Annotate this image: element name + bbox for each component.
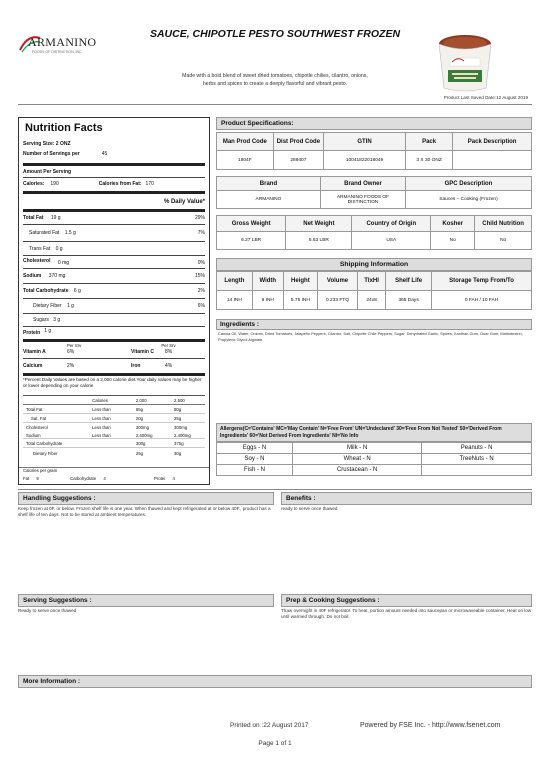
handling-text: Keep frozen at 0F. or below. Frozen shelf life is one year. When thawed and kept refrigerated at or below 40F., product has a shelf life of ten days. Not to be stored at ambient temperatures. xyxy=(18,506,271,518)
logo-wordmark: ARMANINO xyxy=(28,35,97,49)
section-header: Serving Suggestions : xyxy=(18,594,274,607)
product-image xyxy=(436,32,494,94)
calcium-value: 2% xyxy=(67,363,75,369)
section-header: Product Specifications: xyxy=(216,117,532,130)
spec-table-brand: Brand Brand Owner GPC Description ARMANINO ARMANINO FOODS OF DISTINCTION Sauces – Cooking (Frozen) xyxy=(216,176,532,209)
calories-label: Calories: xyxy=(23,181,45,187)
nutrient-dv: 2% xyxy=(197,288,205,294)
section-header: Prep & Cooking Suggestions : xyxy=(281,594,532,607)
last-saved-date: Product Last Saved Date:12 August 2019 xyxy=(443,95,528,100)
calcium-label: Calcium xyxy=(23,363,43,369)
powered-by-link[interactable]: Powered by FSE Inc. - http://www.fsenet.com xyxy=(360,722,501,729)
product-description xyxy=(130,72,420,88)
nutrient-amount: 0 mg xyxy=(57,260,70,266)
table-row: Dietary Fiber 25g 30g xyxy=(33,451,182,456)
nutrient-amount: 6 g xyxy=(73,288,81,294)
nutrient-amount: 0 g xyxy=(55,246,63,252)
servings-label: Number of Servings per xyxy=(23,151,80,157)
daily-value-footnote: *Percent Daily Values are based on a 2,000 calorie diet.Your daily values may be higher or lower depending on your calorie xyxy=(23,377,202,388)
nutrient-amount: 1 g xyxy=(67,303,74,309)
nutrient-label: Trans Fat xyxy=(29,246,51,252)
shipping-title: Shipping Information xyxy=(216,258,532,271)
calories-fat-label: Calories from Fat: xyxy=(98,181,142,187)
nutrient-dv: 7% xyxy=(197,230,205,236)
nutrient-label: Total Fat xyxy=(23,215,44,221)
nutrient-label: Sodium xyxy=(23,273,42,279)
servings-value: 45 xyxy=(101,151,108,157)
serving-text: Ready to serve once thawed xyxy=(18,608,77,613)
prep-section xyxy=(281,594,532,621)
table-header: 2,000 xyxy=(135,398,147,403)
table-row: Cholesterol Less than 300mg 300mg xyxy=(26,425,188,430)
section-header: Handling Suggestions : xyxy=(18,492,274,505)
nutrient-label: Saturated Fat xyxy=(29,230,60,236)
handling-section xyxy=(18,492,274,519)
nutrient-dv: 29% xyxy=(194,215,205,221)
divider xyxy=(23,209,205,212)
allergens-section xyxy=(216,423,532,476)
nutrient-label: Cholesterol xyxy=(23,258,51,264)
vitamin-c-value: 8% xyxy=(165,349,173,355)
spec-table-weights: Gross Weight Net Weight Country of Origin Kosher Child Nutrition 6.27 LBR 5.63 LBR USA No No xyxy=(216,215,532,250)
calories-fat-value: 170 xyxy=(145,181,154,187)
nutrient-amount: 1.5 g xyxy=(64,230,76,236)
nutrient-amount: 370 mg xyxy=(48,273,66,279)
nutrient-amount: 3 g xyxy=(53,317,61,323)
iron-value: 4% xyxy=(165,363,173,369)
nutrient-dv: 15% xyxy=(194,273,205,279)
page-number: Page 1 of 1 xyxy=(258,740,292,747)
divider xyxy=(23,191,205,194)
benefits-text: ready to serve once thawed xyxy=(281,506,338,511)
nutrition-facts-panel xyxy=(18,117,210,485)
printed-date: Printed on :22 August 2017 xyxy=(230,722,309,729)
vitamin-c-label: Vitamin C xyxy=(131,349,154,355)
page-title: SAUCE, CHIPOTLE PESTO SOUTHWEST FROZEN xyxy=(149,28,401,40)
nutrient-dv: 6% xyxy=(197,303,205,309)
prep-text: Thaw overnight in 40F refrigerator. To heat, portion amount needed into saucepan or microwaveable container. Heat on low until warmed through. Do not boil. xyxy=(281,608,532,620)
shipping-table: Length Width Height Volume TIxHI Shelf Life Storage Temp From/To 14 INH 9 INH 5.75 INH 0.233 FTQ 24x8 365 Days 0 FAH / 10 FAH xyxy=(216,271,532,310)
calories-per-gram: Calories per gram xyxy=(23,468,58,473)
divider xyxy=(23,177,205,178)
vitamin-a-label: Vitamin A xyxy=(23,349,46,355)
spec-table-codes: Man Prod Code Dist Prod Code GTIN Pack Pack Description 1804F 289407 10041822018049 3 X 30 ONZ xyxy=(216,132,532,170)
pesto-tub-icon xyxy=(436,32,494,94)
table-header: 2,500 xyxy=(174,398,185,403)
divider xyxy=(18,104,532,105)
more-info-section xyxy=(18,675,532,688)
table-row: Total Fat Less than 65g 80g xyxy=(23,405,205,414)
amount-per-serving: Amount Per Serving xyxy=(23,169,72,175)
logo-tagline: FOODS OF DISTINCTION, INC. xyxy=(32,50,83,54)
nutrient-label: Dietary Fiber xyxy=(33,303,62,309)
allergens-table: Eggs - N Milk - N Peanuts - N Soy - N Wheat - N TreeNuts - N Fish - N Crustacean - N xyxy=(216,442,532,476)
nutrient-amount: 19 g xyxy=(50,215,61,221)
section-header: Ingredients : xyxy=(216,319,532,330)
nutrient-label: Total Carbohydrate xyxy=(23,288,69,294)
calories-per-gram-values: Fat 9 Carbohydrate 4 Protei 4 xyxy=(23,476,175,481)
product-specifications xyxy=(216,117,532,310)
section-header: More Information : xyxy=(18,675,532,688)
table-row: Sat. Fat Less than 20g 25g xyxy=(23,414,205,423)
iron-label: Iron xyxy=(131,363,141,369)
serving-section xyxy=(18,594,274,615)
table-row: Total Carbohydrate 300g 375g xyxy=(23,439,205,448)
serving-size: Serving Size: 2 ONZ xyxy=(23,141,71,147)
table-header: Calories xyxy=(92,398,108,403)
benefits-section xyxy=(281,492,532,513)
ingredients-text: Canola Oil, Water, Onions, Dried Tomatoes, Jalapeño Peppers, Cilantro, Salt, Chipotle Chile Peppers, Sugar, Dehydrated Garlic, Spices, Xanthan Gum, Guar Gum, Maltodextrin, Propylene Glycol Alginate. xyxy=(218,331,523,342)
nutrition-title: Nutrition Facts xyxy=(25,122,103,134)
table-row: Sodium Less than 2,400mg 2,400mg xyxy=(23,432,205,439)
daily-value-table xyxy=(23,397,205,459)
vitamin-a-value: 6% xyxy=(67,349,75,355)
calories-value: 190 xyxy=(50,181,59,187)
nutrient-amount: 1 g xyxy=(44,328,52,334)
ingredients-section xyxy=(216,319,532,343)
divider xyxy=(23,163,205,166)
nutrient-dv: 0% xyxy=(197,260,205,266)
per-serving-label: Per Srv xyxy=(161,343,176,348)
daily-value-header: % Daily Value* xyxy=(163,199,205,205)
section-header: Benefits : xyxy=(281,492,532,505)
description-line: Made with a bold blend of sweet dried tomatoes, chipotle chilies, cilantro, onions, xyxy=(182,73,368,79)
allergens-header: Allergens(C='Contains' MC='May Contain' N='Free From' UN='Undeclared' 30='Free From Not Tested' 50='Derived From Ingredients' 60='Not Derived From Ingredients' NI='No Info xyxy=(216,423,532,442)
nutrient-label: Sugars xyxy=(33,317,49,323)
description-line: herbs and spices to create a deeply flavorful and vibrant pesto. xyxy=(202,81,348,87)
per-serving-label: Per Srv xyxy=(67,343,82,348)
nutrient-label: Protein xyxy=(23,330,41,336)
brand-logo xyxy=(18,30,100,58)
